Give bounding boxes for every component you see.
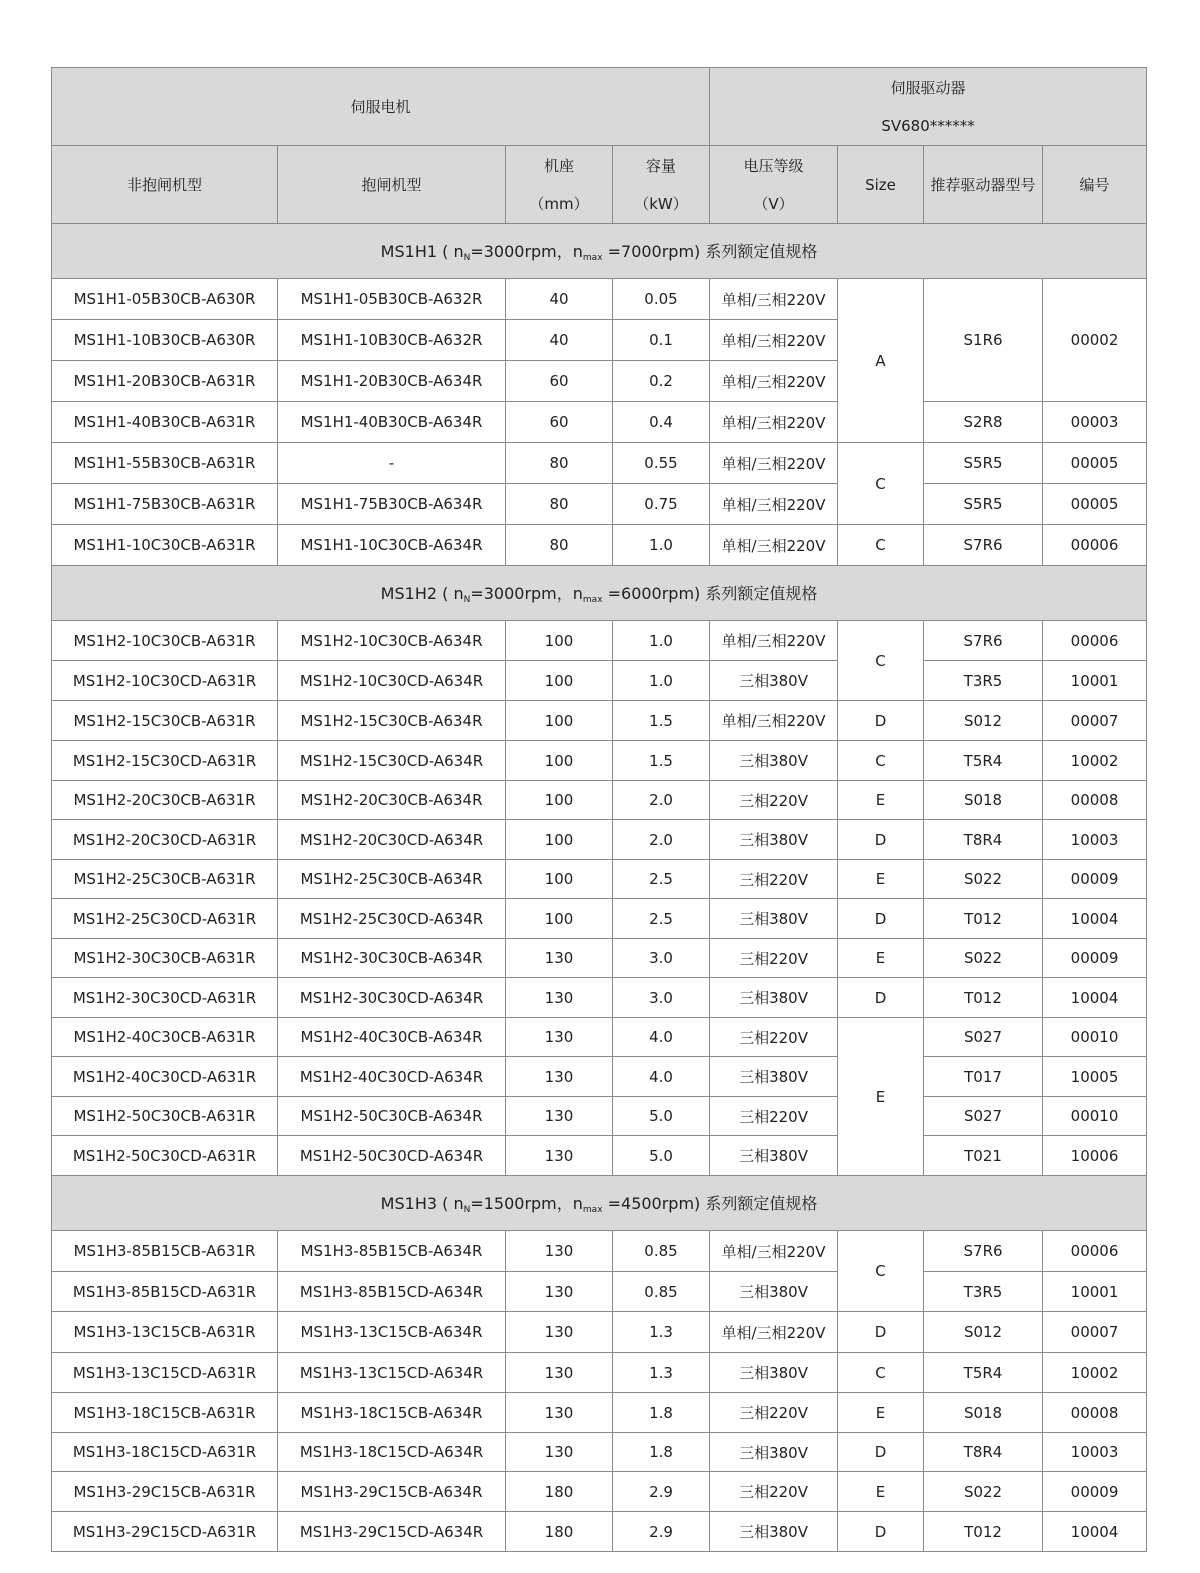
cell-capacity-kw: 1.3 [613, 1353, 710, 1393]
cell-brake-model: - [278, 443, 506, 484]
table-row [52, 899, 1147, 939]
table-row [52, 525, 1147, 566]
cell-drive-model: T8R4 [924, 820, 1043, 860]
cell-size: D [838, 820, 924, 860]
cell-frame-mm: 100 [506, 741, 613, 781]
cell-voltage: 三相380V [710, 661, 838, 701]
cell-code: 00010 [1043, 1097, 1147, 1136]
cell-capacity-kw: 3.0 [613, 978, 710, 1018]
cell-drive-model: S012 [924, 1312, 1043, 1353]
cell-drive-model: S027 [924, 1018, 1043, 1057]
cell-voltage: 三相220V [710, 860, 838, 899]
cell-drive-model: S5R5 [924, 484, 1043, 525]
cell-voltage: 三相220V [710, 1393, 838, 1433]
cell-non-brake-model: MS1H2-40C30CB-A631R [52, 1018, 278, 1057]
cell-code: 10002 [1043, 741, 1147, 781]
cell-drive-model: S1R6 [924, 279, 1043, 402]
section-header-row [52, 566, 1147, 621]
cell-frame-mm: 130 [506, 978, 613, 1018]
cell-size: D [838, 978, 924, 1018]
cell-capacity-kw: 2.9 [613, 1512, 710, 1552]
cell-non-brake-model: MS1H2-50C30CB-A631R [52, 1097, 278, 1136]
table-row [52, 741, 1147, 781]
cell-non-brake-model: MS1H1-10C30CB-A631R [52, 525, 278, 566]
cell-non-brake-model: MS1H2-30C30CB-A631R [52, 939, 278, 978]
cell-size: A [838, 279, 924, 443]
cell-code: 10006 [1043, 1136, 1147, 1176]
cell-drive-model: T012 [924, 899, 1043, 939]
cell-frame-mm: 100 [506, 661, 613, 701]
cell-brake-model: MS1H2-25C30CD-A634R [278, 899, 506, 939]
cell-size: E [838, 1472, 924, 1512]
cell-capacity-kw: 1.0 [613, 661, 710, 701]
cell-brake-model: MS1H1-40B30CB-A634R [278, 402, 506, 443]
cell-drive-model: T012 [924, 978, 1043, 1018]
cell-voltage: 单相/三相220V [710, 443, 838, 484]
cell-non-brake-model: MS1H2-25C30CD-A631R [52, 899, 278, 939]
cell-non-brake-model: MS1H3-13C15CD-A631R [52, 1353, 278, 1393]
section-title [52, 224, 1147, 279]
cell-voltage: 三相220V [710, 1097, 838, 1136]
drive-group-label: 伺服驱动器 [890, 78, 966, 97]
table-row [52, 1057, 1147, 1097]
cell-frame-mm: 130 [506, 1097, 613, 1136]
table-row [52, 978, 1147, 1018]
section-title-prefix: MS1H3 ( n [380, 1194, 464, 1213]
cell-frame-mm: 80 [506, 525, 613, 566]
cell-drive-model: S5R5 [924, 443, 1043, 484]
cell-voltage: 单相/三相220V [710, 484, 838, 525]
col-drive-model: 推荐驱动器型号 [924, 146, 1043, 224]
table-row [52, 1018, 1147, 1057]
cell-frame-mm: 130 [506, 1353, 613, 1393]
cell-code: 00005 [1043, 484, 1147, 525]
section-title-suffix: =7000rpm) 系列额定值规格 [602, 242, 818, 261]
cell-frame-mm: 80 [506, 484, 613, 525]
cell-non-brake-model: MS1H2-20C30CD-A631R [52, 820, 278, 860]
cell-frame-mm: 100 [506, 781, 613, 820]
cell-drive-model: T5R4 [924, 1353, 1043, 1393]
cell-code: 00007 [1043, 1312, 1147, 1353]
cell-frame-mm: 40 [506, 279, 613, 320]
col-frame-label: 机座 [543, 156, 574, 175]
cell-drive-model: S022 [924, 939, 1043, 978]
cell-size: E [838, 939, 924, 978]
cell-code: 10004 [1043, 1512, 1147, 1552]
cell-brake-model: MS1H1-10C30CB-A634R [278, 525, 506, 566]
cell-size: D [838, 701, 924, 741]
cell-frame-mm: 100 [506, 820, 613, 860]
table-row [52, 820, 1147, 860]
section-title-nN-sub: N [463, 595, 471, 605]
cell-drive-model: T3R5 [924, 661, 1043, 701]
cell-size: C [838, 1353, 924, 1393]
col-code: 编号 [1043, 146, 1147, 224]
cell-non-brake-model: MS1H3-18C15CD-A631R [52, 1433, 278, 1472]
cell-code: 10004 [1043, 978, 1147, 1018]
col-capacity-unit: （kW） [634, 194, 688, 213]
cell-code: 00003 [1043, 402, 1147, 443]
table-row [52, 1353, 1147, 1393]
cell-code: 00007 [1043, 701, 1147, 741]
cell-frame-mm: 130 [506, 1393, 613, 1433]
cell-voltage: 三相220V [710, 1472, 838, 1512]
cell-voltage: 三相220V [710, 781, 838, 820]
cell-brake-model: MS1H1-05B30CB-A632R [278, 279, 506, 320]
cell-brake-model: MS1H2-40C30CB-A634R [278, 1018, 506, 1057]
table-row [52, 781, 1147, 820]
table-row [52, 279, 1147, 320]
cell-brake-model: MS1H3-85B15CB-A634R [278, 1231, 506, 1272]
table-row [52, 1097, 1147, 1136]
cell-brake-model: MS1H2-15C30CD-A634R [278, 741, 506, 781]
cell-non-brake-model: MS1H1-55B30CB-A631R [52, 443, 278, 484]
cell-drive-model: S022 [924, 1472, 1043, 1512]
cell-code: 00006 [1043, 1231, 1147, 1272]
section-title-nN-val: =3000rpm，n [470, 584, 583, 603]
cell-drive-model: S7R6 [924, 621, 1043, 661]
cell-capacity-kw: 2.5 [613, 860, 710, 899]
cell-brake-model: MS1H2-30C30CD-A634R [278, 978, 506, 1018]
cell-non-brake-model: MS1H1-40B30CB-A631R [52, 402, 278, 443]
cell-capacity-kw: 0.1 [613, 320, 710, 361]
cell-capacity-kw: 1.0 [613, 621, 710, 661]
cell-brake-model: MS1H3-18C15CB-A634R [278, 1393, 506, 1433]
cell-drive-model: S012 [924, 701, 1043, 741]
cell-non-brake-model: MS1H2-25C30CB-A631R [52, 860, 278, 899]
cell-non-brake-model: MS1H2-50C30CD-A631R [52, 1136, 278, 1176]
cell-voltage: 单相/三相220V [710, 361, 838, 402]
cell-capacity-kw: 5.0 [613, 1136, 710, 1176]
cell-drive-model: T012 [924, 1512, 1043, 1552]
cell-frame-mm: 100 [506, 621, 613, 661]
cell-code: 00008 [1043, 781, 1147, 820]
header-servo-motor: 伺服电机 [52, 68, 710, 146]
cell-capacity-kw: 2.9 [613, 1472, 710, 1512]
col-capacity-label: 容量 [646, 156, 677, 175]
col-capacity [613, 146, 710, 224]
cell-capacity-kw: 1.8 [613, 1433, 710, 1472]
cell-code: 00006 [1043, 621, 1147, 661]
cell-capacity-kw: 1.8 [613, 1393, 710, 1433]
cell-brake-model: MS1H1-75B30CB-A634R [278, 484, 506, 525]
cell-non-brake-model: MS1H2-10C30CB-A631R [52, 621, 278, 661]
cell-brake-model: MS1H3-29C15CB-A634R [278, 1472, 506, 1512]
cell-capacity-kw: 4.0 [613, 1057, 710, 1097]
cell-drive-model: S022 [924, 860, 1043, 899]
cell-brake-model: MS1H2-20C30CD-A634R [278, 820, 506, 860]
cell-size: D [838, 1433, 924, 1472]
header-servo-drive [710, 68, 1147, 146]
cell-code: 10001 [1043, 1272, 1147, 1312]
cell-voltage: 单相/三相220V [710, 1312, 838, 1353]
table-row [52, 484, 1147, 525]
col-frame-unit: （mm） [529, 194, 589, 213]
cell-capacity-kw: 0.55 [613, 443, 710, 484]
cell-code: 00009 [1043, 1472, 1147, 1512]
cell-voltage: 单相/三相220V [710, 525, 838, 566]
cell-non-brake-model: MS1H2-30C30CD-A631R [52, 978, 278, 1018]
section-title [52, 1176, 1147, 1231]
cell-drive-model: S018 [924, 1393, 1043, 1433]
cell-code: 00009 [1043, 860, 1147, 899]
cell-frame-mm: 80 [506, 443, 613, 484]
cell-frame-mm: 130 [506, 1018, 613, 1057]
cell-brake-model: MS1H2-20C30CB-A634R [278, 781, 506, 820]
cell-non-brake-model: MS1H3-29C15CB-A631R [52, 1472, 278, 1512]
table-row [52, 1136, 1147, 1176]
cell-drive-model: S7R6 [924, 1231, 1043, 1272]
cell-drive-model: S7R6 [924, 525, 1043, 566]
cell-voltage: 单相/三相220V [710, 621, 838, 661]
cell-non-brake-model: MS1H1-10B30CB-A630R [52, 320, 278, 361]
cell-brake-model: MS1H3-18C15CD-A634R [278, 1433, 506, 1472]
cell-capacity-kw: 1.3 [613, 1312, 710, 1353]
cell-frame-mm: 180 [506, 1472, 613, 1512]
cell-size: E [838, 1393, 924, 1433]
header-group-row [52, 68, 1147, 146]
cell-voltage: 单相/三相220V [710, 402, 838, 443]
cell-non-brake-model: MS1H3-18C15CB-A631R [52, 1393, 278, 1433]
cell-voltage: 三相380V [710, 820, 838, 860]
cell-code: 00006 [1043, 525, 1147, 566]
cell-capacity-kw: 2.0 [613, 781, 710, 820]
cell-code: 10002 [1043, 1353, 1147, 1393]
cell-code: 00002 [1043, 279, 1147, 402]
cell-capacity-kw: 1.0 [613, 525, 710, 566]
cell-size: E [838, 860, 924, 899]
table-row [52, 1312, 1147, 1353]
cell-frame-mm: 100 [506, 899, 613, 939]
cell-brake-model: MS1H2-30C30CB-A634R [278, 939, 506, 978]
cell-non-brake-model: MS1H2-15C30CB-A631R [52, 701, 278, 741]
cell-capacity-kw: 1.5 [613, 701, 710, 741]
section-title-nmax-sub: max [582, 595, 603, 605]
cell-capacity-kw: 0.75 [613, 484, 710, 525]
col-voltage [710, 146, 838, 224]
cell-frame-mm: 180 [506, 1512, 613, 1552]
cell-voltage: 单相/三相220V [710, 320, 838, 361]
cell-non-brake-model: MS1H2-10C30CD-A631R [52, 661, 278, 701]
section-title-suffix: =4500rpm) 系列额定值规格 [602, 1194, 818, 1213]
cell-non-brake-model: MS1H2-40C30CD-A631R [52, 1057, 278, 1097]
table-row [52, 402, 1147, 443]
cell-brake-model: MS1H2-15C30CB-A634R [278, 701, 506, 741]
header-column-row [52, 146, 1147, 224]
section-title-nN-sub: N [463, 253, 471, 263]
cell-frame-mm: 60 [506, 361, 613, 402]
cell-capacity-kw: 0.2 [613, 361, 710, 402]
cell-frame-mm: 130 [506, 1312, 613, 1353]
cell-non-brake-model: MS1H3-29C15CD-A631R [52, 1512, 278, 1552]
cell-voltage: 三相380V [710, 1136, 838, 1176]
cell-code: 10005 [1043, 1057, 1147, 1097]
cell-drive-model: T017 [924, 1057, 1043, 1097]
cell-capacity-kw: 0.05 [613, 279, 710, 320]
cell-brake-model: MS1H2-50C30CB-A634R [278, 1097, 506, 1136]
section-title-nmax-sub: max [582, 1205, 603, 1215]
cell-frame-mm: 40 [506, 320, 613, 361]
cell-code: 10004 [1043, 899, 1147, 939]
section-title-prefix: MS1H2 ( n [380, 584, 464, 603]
cell-capacity-kw: 5.0 [613, 1097, 710, 1136]
cell-code: 10001 [1043, 661, 1147, 701]
cell-brake-model: MS1H1-10B30CB-A632R [278, 320, 506, 361]
cell-brake-model: MS1H2-10C30CD-A634R [278, 661, 506, 701]
table-row [52, 1433, 1147, 1472]
table-row [52, 1231, 1147, 1272]
cell-size: C [838, 1231, 924, 1312]
cell-brake-model: MS1H2-50C30CD-A634R [278, 1136, 506, 1176]
cell-capacity-kw: 2.5 [613, 899, 710, 939]
cell-non-brake-model: MS1H1-05B30CB-A630R [52, 279, 278, 320]
cell-brake-model: MS1H3-13C15CD-A634R [278, 1353, 506, 1393]
cell-non-brake-model: MS1H3-13C15CB-A631R [52, 1312, 278, 1353]
col-voltage-unit: （V） [753, 194, 794, 213]
cell-non-brake-model: MS1H3-85B15CB-A631R [52, 1231, 278, 1272]
cell-code: 00009 [1043, 939, 1147, 978]
table-row [52, 701, 1147, 741]
table-row [52, 621, 1147, 661]
cell-non-brake-model: MS1H2-20C30CB-A631R [52, 781, 278, 820]
cell-frame-mm: 130 [506, 1057, 613, 1097]
cell-frame-mm: 100 [506, 701, 613, 741]
cell-voltage: 三相380V [710, 1272, 838, 1312]
cell-code: 10003 [1043, 820, 1147, 860]
col-size: Size [838, 146, 924, 224]
cell-brake-model: MS1H3-29C15CD-A634R [278, 1512, 506, 1552]
cell-voltage: 三相380V [710, 1433, 838, 1472]
cell-voltage: 三相380V [710, 978, 838, 1018]
cell-brake-model: MS1H3-85B15CD-A634R [278, 1272, 506, 1312]
col-non-brake: 非抱闸机型 [52, 146, 278, 224]
cell-non-brake-model: MS1H1-20B30CB-A631R [52, 361, 278, 402]
cell-frame-mm: 130 [506, 1272, 613, 1312]
col-brake: 抱闸机型 [278, 146, 506, 224]
cell-size: E [838, 781, 924, 820]
cell-size: D [838, 1512, 924, 1552]
cell-size: D [838, 899, 924, 939]
cell-frame-mm: 130 [506, 939, 613, 978]
section-title-suffix: =6000rpm) 系列额定值规格 [602, 584, 818, 603]
cell-code: 10003 [1043, 1433, 1147, 1472]
cell-capacity-kw: 0.85 [613, 1231, 710, 1272]
cell-voltage: 单相/三相220V [710, 701, 838, 741]
cell-code: 00005 [1043, 443, 1147, 484]
cell-brake-model: MS1H2-25C30CB-A634R [278, 860, 506, 899]
table-row [52, 443, 1147, 484]
section-title-nN-sub: N [463, 1205, 471, 1215]
cell-capacity-kw: 3.0 [613, 939, 710, 978]
cell-voltage: 三相380V [710, 1512, 838, 1552]
cell-capacity-kw: 0.4 [613, 402, 710, 443]
cell-voltage: 三相380V [710, 1353, 838, 1393]
cell-size: E [838, 1018, 924, 1176]
section-title-nN-val: =1500rpm，n [470, 1194, 583, 1213]
cell-drive-model: S027 [924, 1097, 1043, 1136]
table-row [52, 939, 1147, 978]
section-title-nmax-sub: max [582, 253, 603, 263]
cell-drive-model: T3R5 [924, 1272, 1043, 1312]
section-title-nN-val: =3000rpm，n [470, 242, 583, 261]
servo-spec-table [51, 67, 1147, 1552]
cell-frame-mm: 100 [506, 860, 613, 899]
cell-drive-model: T8R4 [924, 1433, 1043, 1472]
table-row [52, 661, 1147, 701]
cell-brake-model: MS1H3-13C15CB-A634R [278, 1312, 506, 1353]
cell-size: C [838, 525, 924, 566]
col-voltage-label: 电压等级 [743, 156, 804, 175]
cell-size: D [838, 1312, 924, 1353]
cell-voltage: 三相220V [710, 1018, 838, 1057]
cell-voltage: 单相/三相220V [710, 1231, 838, 1272]
col-frame [506, 146, 613, 224]
cell-capacity-kw: 1.5 [613, 741, 710, 781]
cell-brake-model: MS1H2-40C30CD-A634R [278, 1057, 506, 1097]
cell-frame-mm: 130 [506, 1433, 613, 1472]
cell-non-brake-model: MS1H1-75B30CB-A631R [52, 484, 278, 525]
cell-brake-model: MS1H1-20B30CB-A634R [278, 361, 506, 402]
cell-voltage: 三相220V [710, 939, 838, 978]
cell-drive-model: S018 [924, 781, 1043, 820]
cell-frame-mm: 130 [506, 1136, 613, 1176]
cell-size: C [838, 621, 924, 701]
cell-capacity-kw: 4.0 [613, 1018, 710, 1057]
section-title-prefix: MS1H1 ( n [380, 242, 464, 261]
cell-code: 00008 [1043, 1393, 1147, 1433]
cell-code: 00010 [1043, 1018, 1147, 1057]
cell-non-brake-model: MS1H2-15C30CD-A631R [52, 741, 278, 781]
table-row [52, 1393, 1147, 1433]
cell-size: C [838, 443, 924, 525]
table-row [52, 1272, 1147, 1312]
cell-voltage: 三相380V [710, 899, 838, 939]
section-title [52, 566, 1147, 621]
cell-non-brake-model: MS1H3-85B15CD-A631R [52, 1272, 278, 1312]
table-row [52, 860, 1147, 899]
cell-brake-model: MS1H2-10C30CB-A634R [278, 621, 506, 661]
cell-size: C [838, 741, 924, 781]
cell-drive-model: T5R4 [924, 741, 1043, 781]
cell-capacity-kw: 2.0 [613, 820, 710, 860]
cell-drive-model: T021 [924, 1136, 1043, 1176]
cell-voltage: 三相380V [710, 1057, 838, 1097]
cell-frame-mm: 60 [506, 402, 613, 443]
drive-series-label: SV680****** [881, 116, 975, 135]
cell-capacity-kw: 0.85 [613, 1272, 710, 1312]
cell-voltage: 单相/三相220V [710, 279, 838, 320]
cell-drive-model: S2R8 [924, 402, 1043, 443]
cell-voltage: 三相380V [710, 741, 838, 781]
section-header-row [52, 1176, 1147, 1231]
table-row [52, 1512, 1147, 1552]
table-row [52, 1472, 1147, 1512]
section-header-row [52, 224, 1147, 279]
cell-frame-mm: 130 [506, 1231, 613, 1272]
